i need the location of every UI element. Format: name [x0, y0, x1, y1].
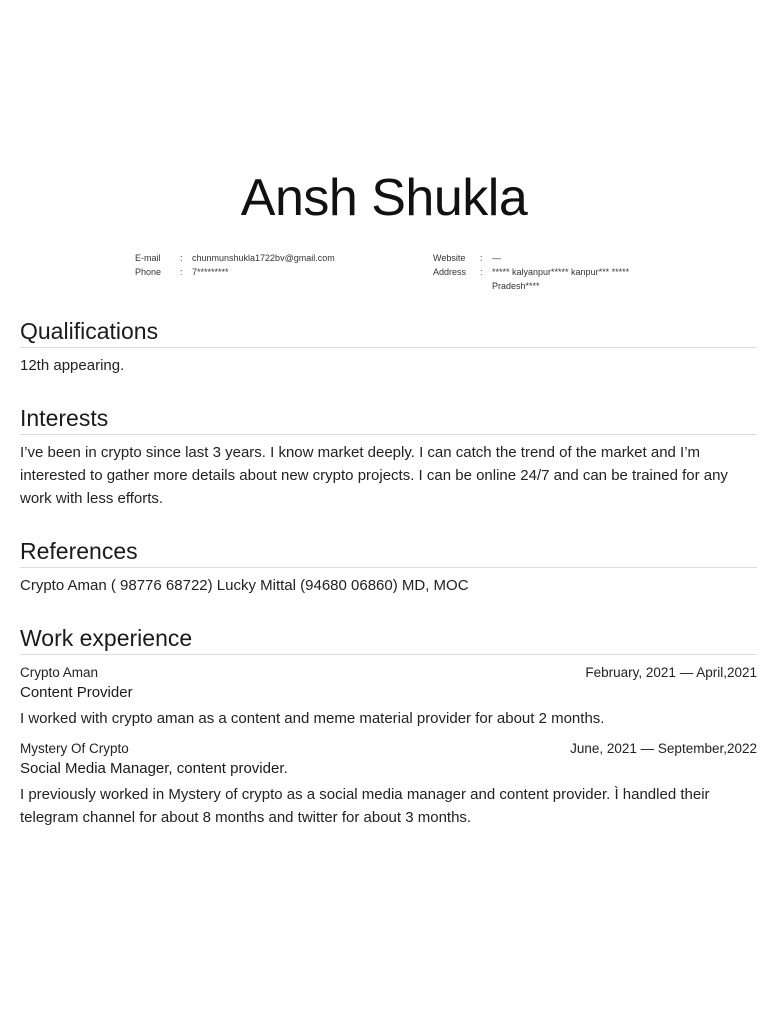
work-experience-heading: Work experience: [20, 624, 757, 655]
job-entry: [20, 740, 757, 829]
job-description: I worked with crypto aman as a content and meme material provider for about 2 months.: [20, 710, 605, 727]
resume-name: Ansh Shukla: [240, 169, 528, 227]
job-role: Social Media Manager, content provider.: [20, 760, 288, 777]
job-header: [20, 664, 757, 682]
job-dates: June, 2021 — September,2022: [570, 741, 757, 756]
job-company: Crypto Aman: [20, 665, 99, 680]
website-separator: :: [480, 253, 483, 263]
job-role: Content Provider: [20, 684, 133, 701]
qualifications-text: 12th appearing.: [20, 357, 125, 374]
job-description: I previously worked in Mystery of crypto as a social media manager and content provider. Ì handled their telegram channel for about 8 months and twitter for about 3 months.: [20, 786, 710, 826]
job-company: Mystery Of Crypto: [20, 741, 129, 756]
contact-right-block: [433, 251, 632, 293]
work-experience-section: [20, 624, 757, 829]
interests-heading: Interests: [20, 404, 757, 435]
qualifications-heading: Qualifications: [20, 317, 757, 348]
email-value[interactable]: chunmunshukla1722bv@gmail.com: [192, 253, 335, 263]
address-label: Address: [433, 267, 467, 277]
address-value: ***** kalyanpur***** kanpur*** ***** Pradesh****: [492, 267, 630, 291]
contact-left-block: [135, 251, 335, 279]
phone-value: 7*********: [192, 267, 229, 277]
address-separator: :: [480, 267, 483, 277]
email-label: E-mail: [135, 253, 161, 263]
references-heading: References: [20, 537, 757, 568]
email-row: [135, 251, 335, 265]
job-dates: February, 2021 — April,2021: [585, 665, 757, 680]
job-header: [20, 740, 757, 758]
phone-separator: :: [180, 267, 183, 277]
qualifications-section: [20, 317, 757, 377]
job-entry: [20, 664, 757, 730]
interests-text: I’ve been in crypto since last 3 years. I know market deeply. I can catch the trend of the market and I’m interested to gather more details about new crypto projects. I can be online 24/7 and can be trained for any work with less efforts.: [20, 444, 728, 507]
website-row: [433, 251, 632, 265]
interests-section: [20, 404, 757, 510]
website-value: —: [492, 253, 501, 263]
references-text: Crypto Aman ( 98776 68722) Lucky Mittal (94680 06860) MD, MOC: [20, 577, 469, 594]
references-section: [20, 537, 757, 597]
phone-row: [135, 265, 335, 279]
website-label: Website: [433, 253, 466, 263]
address-row: [433, 265, 632, 293]
email-separator: :: [180, 253, 183, 263]
phone-label: Phone: [135, 267, 162, 277]
